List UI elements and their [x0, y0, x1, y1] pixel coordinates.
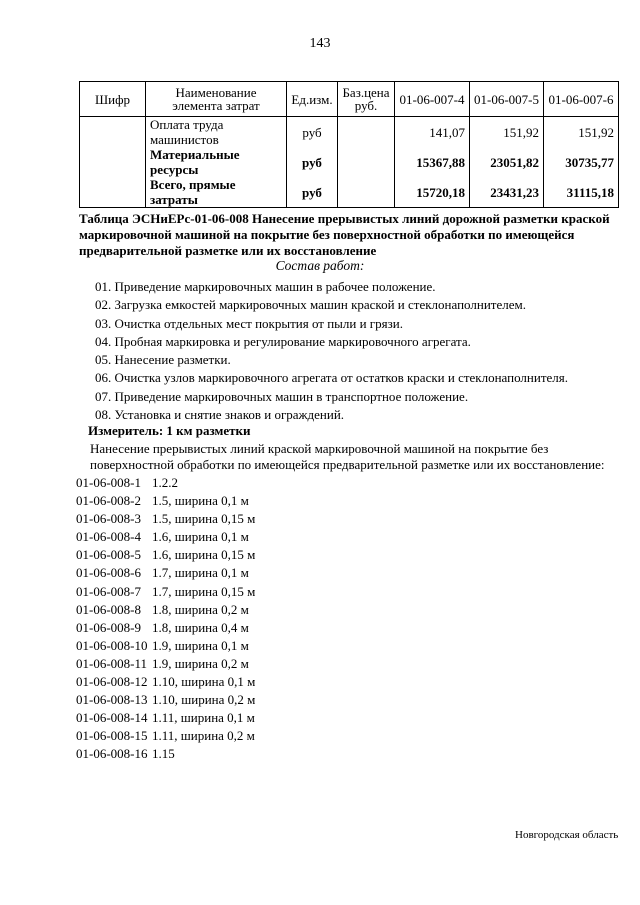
code-description: 1.5, ширина 0,1 м	[152, 493, 249, 509]
code-description: 1.7, ширина 0,15 м	[152, 583, 256, 599]
cell-base-price	[338, 147, 395, 177]
cell-value: 151,92	[470, 117, 544, 148]
cell-code	[80, 147, 146, 177]
code-item	[76, 637, 255, 655]
code-number: 01-06-008-6	[76, 565, 141, 581]
code-number: 01-06-008-5	[76, 547, 141, 563]
code-description: 1.11, ширина 0,2 м	[152, 728, 255, 744]
works-list	[95, 278, 568, 424]
code-item	[76, 709, 255, 727]
table-row	[80, 117, 619, 148]
work-item: 08. Установка и снятие знаков и ограждений.	[95, 407, 345, 423]
cell-value: 141,07	[395, 117, 470, 148]
header-col-2: 01-06-007-5	[470, 82, 544, 117]
table-row	[80, 147, 619, 177]
cell-value: 23051,82	[470, 147, 544, 177]
code-description: 1.7, ширина 0,1 м	[152, 565, 249, 581]
cell-value: 15720,18	[395, 177, 470, 208]
cell-value: 151,92	[544, 117, 619, 148]
code-number: 01-06-008-8	[76, 601, 141, 617]
code-number: 01-06-008-15	[76, 728, 148, 744]
code-number: 01-06-008-2	[76, 493, 141, 509]
code-item	[76, 528, 255, 546]
footer-region: Новгородская область	[515, 829, 619, 841]
code-description: 1.6, ширина 0,15 м	[152, 547, 256, 563]
header-code: Шифр	[80, 82, 146, 117]
header-unit: Ед.изм.	[287, 82, 338, 117]
code-description: 1.9, ширина 0,2 м	[152, 655, 249, 671]
cell-unit: руб	[287, 147, 338, 177]
cell-unit: руб	[287, 177, 338, 208]
meter: Измеритель: 1 км разметки	[88, 423, 251, 438]
work-item: 06. Очистка узлов маркировочного агрегата от остатков краски и стеклонаполнителя.	[95, 370, 569, 386]
code-description: 1.2.2	[152, 475, 178, 490]
code-description: 1.15	[152, 746, 175, 762]
code-number: 01-06-008-10	[76, 637, 148, 653]
cell-base-price	[338, 117, 395, 148]
code-description: 1.8, ширина 0,4 м	[152, 619, 249, 635]
table-title: Таблица ЭСНиЕРс-01-06-008 Нанесение прерывистых линий дорожной разметки краской маркировочной машиной на покрытие без поверхностной обработки по имеющейся предварительной разметке или их восстановление	[79, 211, 610, 258]
code-item	[76, 510, 255, 528]
code-number: 01-06-008-3	[76, 511, 141, 527]
code-description: 1.9, ширина 0,1 м	[152, 637, 249, 653]
cell-value: 15367,88	[395, 147, 470, 177]
code-item	[76, 564, 255, 582]
page-number: 143	[309, 36, 331, 51]
cell-name: Оплата труда машинистов	[146, 117, 287, 148]
work-item: 01. Приведение маркировочных машин в рабочее положение.	[95, 279, 436, 294]
codes-list	[76, 474, 255, 764]
code-number: 01-06-008-14	[76, 710, 148, 726]
header-name: Наименование элемента затрат	[146, 82, 287, 117]
cell-value: 30735,77	[544, 147, 619, 177]
code-item	[76, 583, 255, 601]
code-item	[76, 745, 255, 763]
code-number: 01-06-008-9	[76, 619, 141, 635]
work-item: 05. Нанесение разметки.	[95, 352, 231, 368]
cell-name: Материальные ресурсы	[146, 147, 287, 177]
code-item	[76, 655, 255, 673]
code-item	[76, 673, 255, 691]
table-header-row	[80, 82, 619, 117]
code-description: 1.8, ширина 0,2 м	[152, 601, 249, 617]
cost-table	[79, 81, 619, 208]
code-description: 1.6, ширина 0,1 м	[152, 529, 249, 545]
work-item: 04. Пробная маркировка и регулирование маркировочного агрегата.	[95, 333, 471, 349]
code-number: 01-06-008-16	[76, 746, 148, 762]
code-item	[76, 492, 255, 510]
code-description: 1.5, ширина 0,15 м	[152, 511, 256, 527]
header-col-3: 01-06-007-6	[544, 82, 619, 117]
header-base-price: Баз.цена руб.	[338, 82, 395, 117]
cell-base-price	[338, 177, 395, 208]
code-description: 1.10, ширина 0,1 м	[152, 674, 256, 690]
code-number: 01-06-008-12	[76, 674, 148, 690]
code-item	[76, 474, 255, 492]
code-description: 1.10, ширина 0,2 м	[152, 692, 256, 708]
work-item: 03. Очистка отдельных мест покрытия от пыли и грязи.	[95, 315, 403, 331]
cell-code	[80, 117, 146, 148]
header-col-1: 01-06-007-4	[395, 82, 470, 117]
code-number: 01-06-008-7	[76, 583, 141, 599]
code-number: 01-06-008-13	[76, 692, 148, 708]
cell-unit: руб	[287, 117, 338, 148]
cell-code	[80, 177, 146, 208]
code-number: 01-06-008-1	[76, 475, 141, 490]
work-item: 02. Загрузка емкостей маркировочных машин краской и стеклонаполнителем.	[95, 297, 526, 313]
table-row	[80, 177, 619, 208]
code-item	[76, 619, 255, 637]
code-item	[76, 727, 255, 745]
composition-heading: Состав работ:	[275, 258, 365, 273]
work-item: 07. Приведение маркировочных машин в транспортное положение.	[95, 388, 469, 404]
code-number: 01-06-008-11	[76, 655, 148, 671]
code-item	[76, 691, 255, 709]
code-item	[76, 546, 255, 564]
cell-value: 23431,23	[470, 177, 544, 208]
description: Нанесение прерывистых линий краской маркировочной машиной на покрытие без поверхностной обработки по имеющейся предварительной разметке или их восстановление:	[90, 441, 605, 472]
cell-name: Всего, прямые затраты	[146, 177, 287, 208]
cell-value: 31115,18	[544, 177, 619, 208]
code-number: 01-06-008-4	[76, 529, 141, 545]
code-item	[76, 601, 255, 619]
code-description: 1.11, ширина 0,1 м	[152, 710, 255, 726]
